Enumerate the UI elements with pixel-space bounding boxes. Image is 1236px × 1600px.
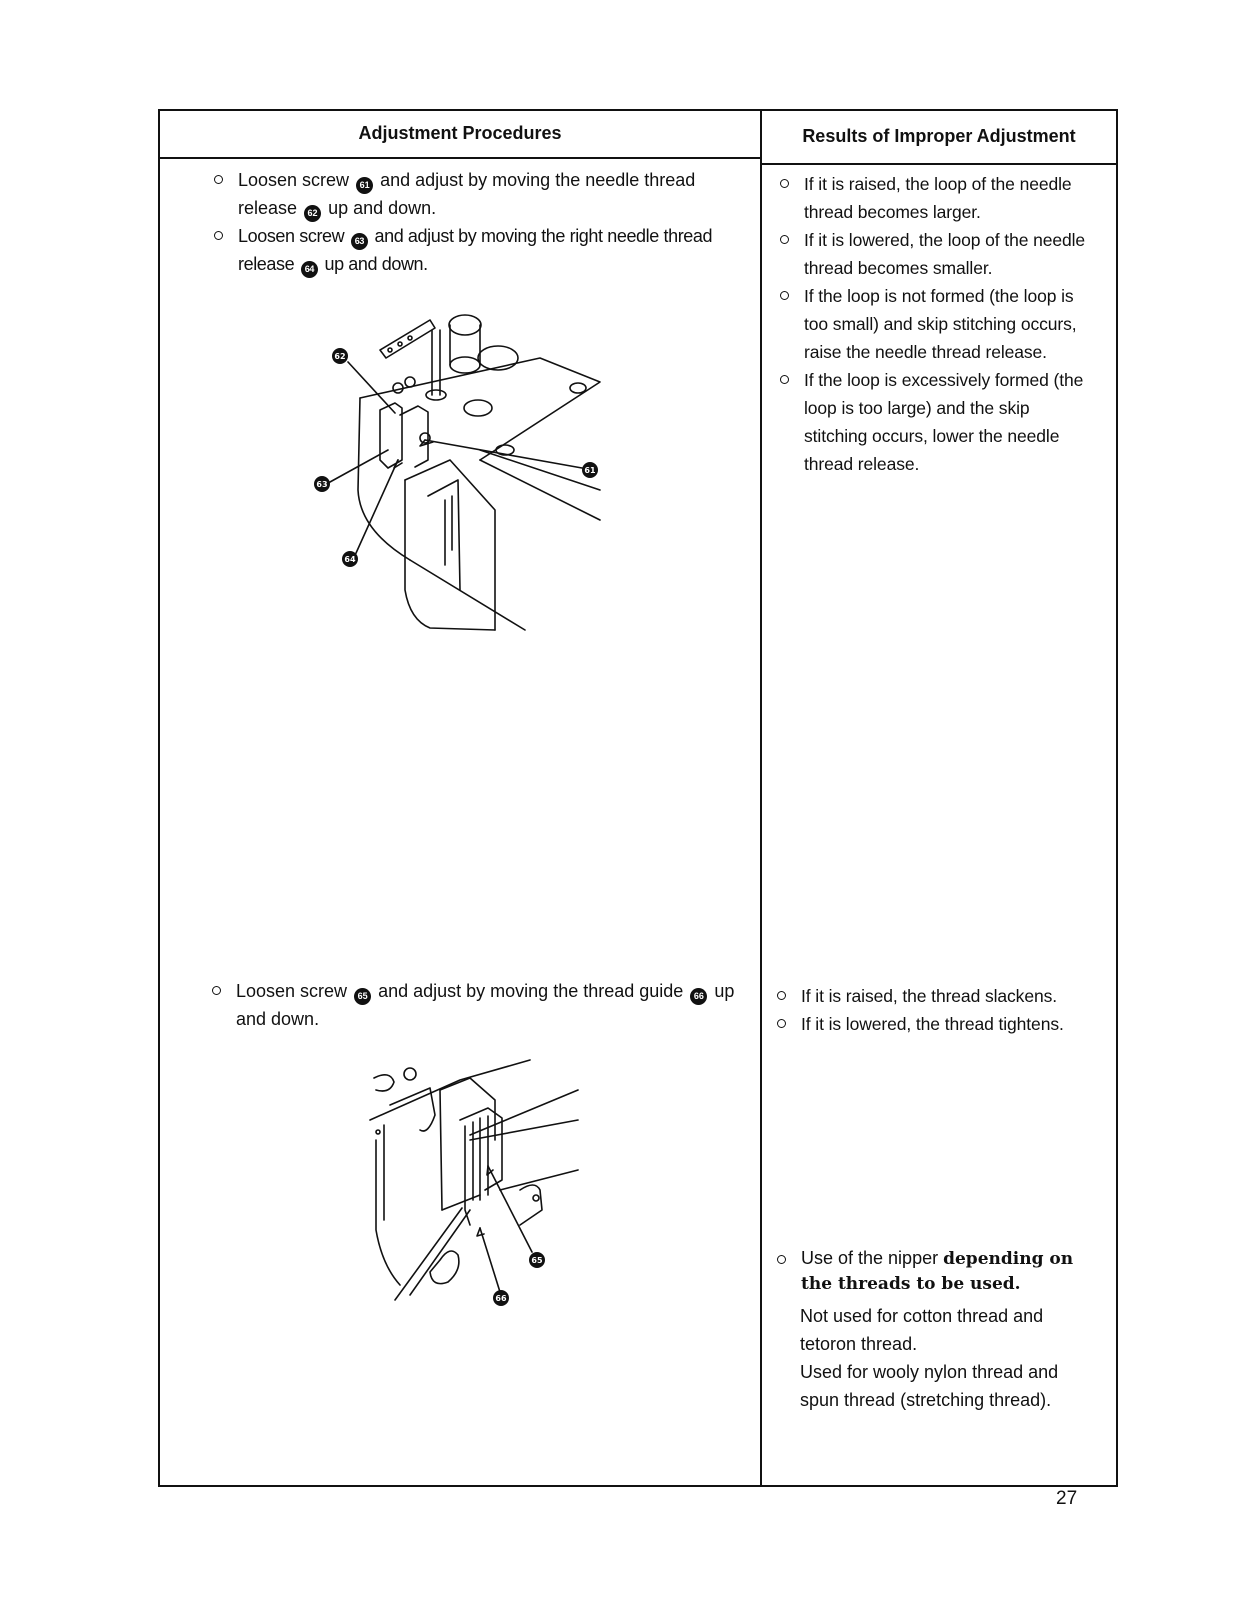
header-rule-right — [761, 163, 1116, 165]
bullet-circle-icon — [214, 175, 223, 184]
bullet-circle-icon — [780, 179, 789, 188]
result-item: If it is raised, the loop of the needle thread becomes larger. — [780, 170, 1095, 226]
bullet-circle-icon — [780, 235, 789, 244]
bullet-circle-icon — [777, 1255, 786, 1264]
procedure-item: Loosen screw 63 and adjust by moving the right needle thread release 64 up and down. — [214, 222, 744, 278]
callout-number: 62 — [304, 205, 321, 222]
callout-number: 66 — [690, 988, 707, 1005]
bullet-circle-icon — [214, 231, 223, 240]
needle-thread-release-figure — [300, 300, 620, 640]
bullet-circle-icon — [777, 1019, 786, 1028]
nipper-item: Use of the nipper depending on the threads to be used. — [777, 1246, 1107, 1296]
result-item: If it is lowered, the thread tightens. — [777, 1010, 1097, 1038]
callout-65-label: 65 — [531, 1256, 543, 1265]
bullet-circle-icon — [780, 291, 789, 300]
procedure-item: Loosen screw 65 and adjust by moving the thread guide 66 up and down. — [212, 977, 747, 1033]
result-item: If the loop is not formed (the loop is too small) and skip stitching occurs, raise the needle thread release. — [780, 282, 1095, 366]
result-item: If it is raised, the thread slackens. — [777, 982, 1097, 1010]
bullet-circle-icon — [777, 991, 786, 1000]
callout-62-label: 62 — [334, 352, 346, 361]
callout-61-label: 61 — [584, 466, 596, 475]
page-number: 27 — [1056, 1488, 1078, 1509]
results-list-1 — [780, 170, 1095, 478]
bullet-circle-icon — [780, 375, 789, 384]
header-results-improper-adjustment: Results of Improper Adjustment — [802, 126, 1076, 146]
callout-number: 61 — [356, 177, 373, 194]
thread-guide-figure — [370, 1060, 590, 1310]
nipper-used-note: Used for wooly nylon thread and spun thread (stretching thread). — [800, 1362, 1059, 1410]
result-item: If it is lowered, the loop of the needle thread becomes smaller. — [780, 226, 1095, 282]
column-divider — [760, 111, 762, 1485]
callout-63-label: 63 — [316, 480, 328, 489]
nipper-not-used-note: Not used for cotton thread and tetoron thread. — [800, 1306, 1044, 1354]
procedures-list-1 — [214, 166, 744, 278]
header-rule-left — [160, 157, 761, 159]
nipper-emphasis: depending on the threads to be used. — [801, 1249, 1074, 1294]
result-item: If the loop is excessively formed (the loop is too large) and the skip stitching occurs, lower the needle thread release. — [780, 366, 1095, 478]
callout-number: 64 — [301, 261, 318, 278]
callout-66-label: 66 — [495, 1294, 507, 1303]
header-adjustment-procedures: Adjustment Procedures — [358, 123, 562, 143]
procedure-item: Loosen screw 61 and adjust by moving the needle thread release 62 up and down. — [214, 166, 744, 222]
callout-number: 65 — [354, 988, 371, 1005]
callout-number: 63 — [351, 233, 368, 250]
procedures-list-2 — [212, 977, 747, 1033]
bullet-circle-icon — [212, 986, 221, 995]
nipper-note-list — [777, 1246, 1107, 1296]
callout-64-label: 64 — [344, 555, 356, 564]
results-list-2 — [777, 982, 1097, 1038]
